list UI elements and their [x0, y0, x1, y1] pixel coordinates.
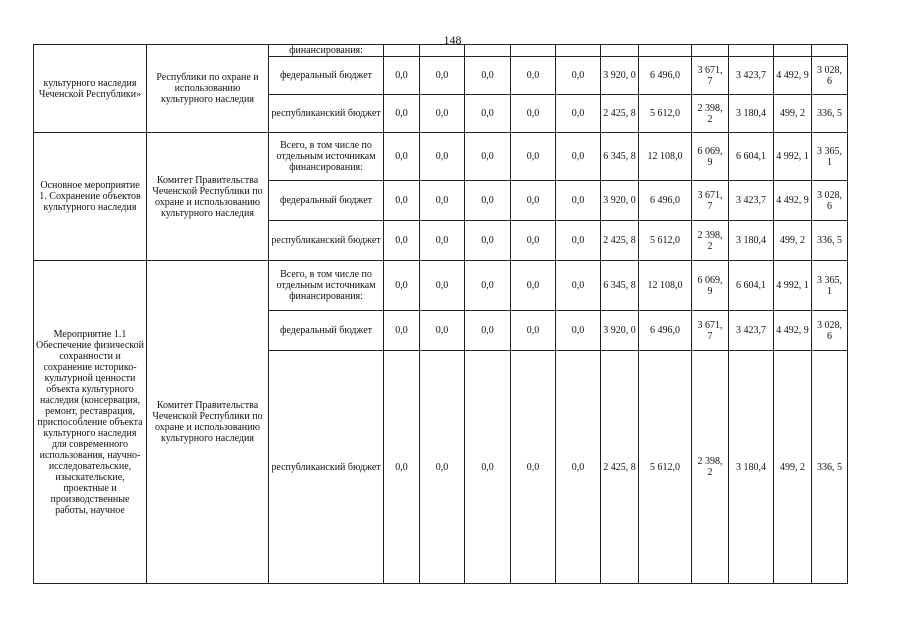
value-cell: 4 992, 1 — [774, 261, 812, 311]
value-cell: 3 671, 7 — [692, 311, 729, 351]
value-cell: 3 671, 7 — [692, 181, 729, 221]
value-cell: 2 398, 2 — [692, 351, 729, 584]
value-cell: 0,0 — [556, 95, 601, 133]
value-cell: 4 492, 9 — [774, 57, 812, 95]
value-cell — [384, 45, 420, 57]
value-cell: 3 028, 6 — [812, 311, 848, 351]
value-cell: 6 604,1 — [729, 133, 774, 181]
value-cell: 499, 2 — [774, 351, 812, 584]
value-cell: 0,0 — [556, 351, 601, 584]
value-cell — [774, 45, 812, 57]
value-cell: 6 496,0 — [639, 57, 692, 95]
value-cell: 4 492, 9 — [774, 181, 812, 221]
value-cell: 0,0 — [384, 261, 420, 311]
value-cell: 0,0 — [465, 311, 511, 351]
value-cell: 0,0 — [511, 261, 556, 311]
value-cell: 2 425, 8 — [601, 351, 639, 584]
value-cell: 3 180,4 — [729, 95, 774, 133]
source-cell: республиканский бюджет — [269, 351, 384, 584]
value-cell: 6 345, 8 — [601, 261, 639, 311]
value-cell: 0,0 — [465, 57, 511, 95]
value-cell: 0,0 — [420, 311, 465, 351]
source-cell: Всего, в том числе по отдельным источникам финансирования: — [269, 133, 384, 181]
value-cell: 0,0 — [384, 351, 420, 584]
value-cell: 4 992, 1 — [774, 133, 812, 181]
value-cell: 0,0 — [511, 57, 556, 95]
executor-cell: Комитет Правительства Чеченской Республики по охране и использованию культурного наследия — [147, 261, 269, 584]
value-cell: 2 398, 2 — [692, 95, 729, 133]
value-cell — [812, 45, 848, 57]
value-cell: 3 423,7 — [729, 181, 774, 221]
source-cell: федеральный бюджет — [269, 57, 384, 95]
value-cell: 3 920, 0 — [601, 311, 639, 351]
value-cell: 0,0 — [420, 221, 465, 261]
value-cell: 0,0 — [556, 311, 601, 351]
executor-cell: Республики по охране и использованию культурного наследия — [147, 45, 269, 133]
value-cell — [729, 45, 774, 57]
value-cell: 0,0 — [556, 221, 601, 261]
value-cell: 6 496,0 — [639, 181, 692, 221]
value-cell: 5 612,0 — [639, 221, 692, 261]
value-cell: 0,0 — [556, 261, 601, 311]
value-cell: 0,0 — [511, 221, 556, 261]
value-cell: 3 365, 1 — [812, 261, 848, 311]
table-row — [34, 133, 848, 181]
value-cell: 0,0 — [511, 311, 556, 351]
source-cell: республиканский бюджет — [269, 221, 384, 261]
value-cell — [601, 45, 639, 57]
value-cell: 3 028, 6 — [812, 181, 848, 221]
value-cell: 3 920, 0 — [601, 57, 639, 95]
value-cell: 0,0 — [511, 351, 556, 584]
value-cell: 3 180,4 — [729, 351, 774, 584]
value-cell: 3 028, 6 — [812, 57, 848, 95]
page-number: 148 — [443, 33, 462, 47]
value-cell: 5 612,0 — [639, 351, 692, 584]
value-cell: 336, 5 — [812, 351, 848, 584]
value-cell: 0,0 — [511, 95, 556, 133]
value-cell: 3 180,4 — [729, 221, 774, 261]
value-cell: 0,0 — [511, 133, 556, 181]
value-cell — [465, 45, 511, 57]
value-cell: 0,0 — [556, 57, 601, 95]
value-cell: 3 423,7 — [729, 57, 774, 95]
value-cell: 6 604,1 — [729, 261, 774, 311]
value-cell: 3 365, 1 — [812, 133, 848, 181]
value-cell: 0,0 — [511, 181, 556, 221]
value-cell: 0,0 — [465, 351, 511, 584]
value-cell: 6 069, 9 — [692, 133, 729, 181]
value-cell: 3 423,7 — [729, 311, 774, 351]
value-cell: 0,0 — [384, 133, 420, 181]
table-row — [34, 45, 848, 57]
budget-table — [33, 44, 848, 584]
source-cell: федеральный бюджет — [269, 311, 384, 351]
activity-cell: культурного наследия Чеченской Республики» — [34, 45, 147, 133]
value-cell: 0,0 — [420, 57, 465, 95]
value-cell: 2 425, 8 — [601, 221, 639, 261]
source-cell: Всего, в том числе по отдельным источникам финансирования: — [269, 261, 384, 311]
source-cell: финансирования: — [269, 45, 384, 57]
value-cell: 0,0 — [420, 95, 465, 133]
value-cell — [420, 45, 465, 57]
value-cell — [556, 45, 601, 57]
value-cell: 5 612,0 — [639, 95, 692, 133]
value-cell: 0,0 — [420, 181, 465, 221]
value-cell: 6 496,0 — [639, 311, 692, 351]
value-cell: 0,0 — [420, 261, 465, 311]
value-cell: 2 398, 2 — [692, 221, 729, 261]
value-cell: 0,0 — [420, 351, 465, 584]
value-cell: 0,0 — [420, 133, 465, 181]
table-row — [34, 261, 848, 311]
value-cell: 3 671, 7 — [692, 57, 729, 95]
value-cell: 499, 2 — [774, 95, 812, 133]
value-cell: 336, 5 — [812, 95, 848, 133]
value-cell: 0,0 — [384, 57, 420, 95]
value-cell: 0,0 — [465, 95, 511, 133]
value-cell: 6 345, 8 — [601, 133, 639, 181]
activity-cell: Мероприятие 1.1 Обеспечение физической сохранности и сохранение историко-культурной ценности объекта культурного наследия (консервация, ремонт, реставрация, приспособление объекта культурного наследия для современного использования, научно-исследовательские, изыскательские, проектные и производственные работы, научное — [34, 261, 147, 584]
executor-cell: Комитет Правительства Чеченской Республики по охране и использованию культурного наследия — [147, 133, 269, 261]
value-cell: 0,0 — [465, 221, 511, 261]
value-cell: 0,0 — [384, 95, 420, 133]
value-cell: 6 069, 9 — [692, 261, 729, 311]
activity-cell: Основное мероприятие 1. Сохранение объектов культурного наследия — [34, 133, 147, 261]
value-cell: 0,0 — [384, 311, 420, 351]
value-cell — [639, 45, 692, 57]
value-cell: 3 920, 0 — [601, 181, 639, 221]
source-cell: республиканский бюджет — [269, 95, 384, 133]
value-cell: 336, 5 — [812, 221, 848, 261]
value-cell: 2 425, 8 — [601, 95, 639, 133]
value-cell: 0,0 — [384, 181, 420, 221]
value-cell: 0,0 — [384, 221, 420, 261]
value-cell: 0,0 — [465, 133, 511, 181]
value-cell: 499, 2 — [774, 221, 812, 261]
value-cell: 0,0 — [465, 261, 511, 311]
value-cell: 12 108,0 — [639, 261, 692, 311]
value-cell: 0,0 — [556, 181, 601, 221]
value-cell: 0,0 — [465, 181, 511, 221]
value-cell: 4 492, 9 — [774, 311, 812, 351]
value-cell: 0,0 — [556, 133, 601, 181]
source-cell: федеральный бюджет — [269, 181, 384, 221]
value-cell — [511, 45, 556, 57]
value-cell — [692, 45, 729, 57]
value-cell: 12 108,0 — [639, 133, 692, 181]
